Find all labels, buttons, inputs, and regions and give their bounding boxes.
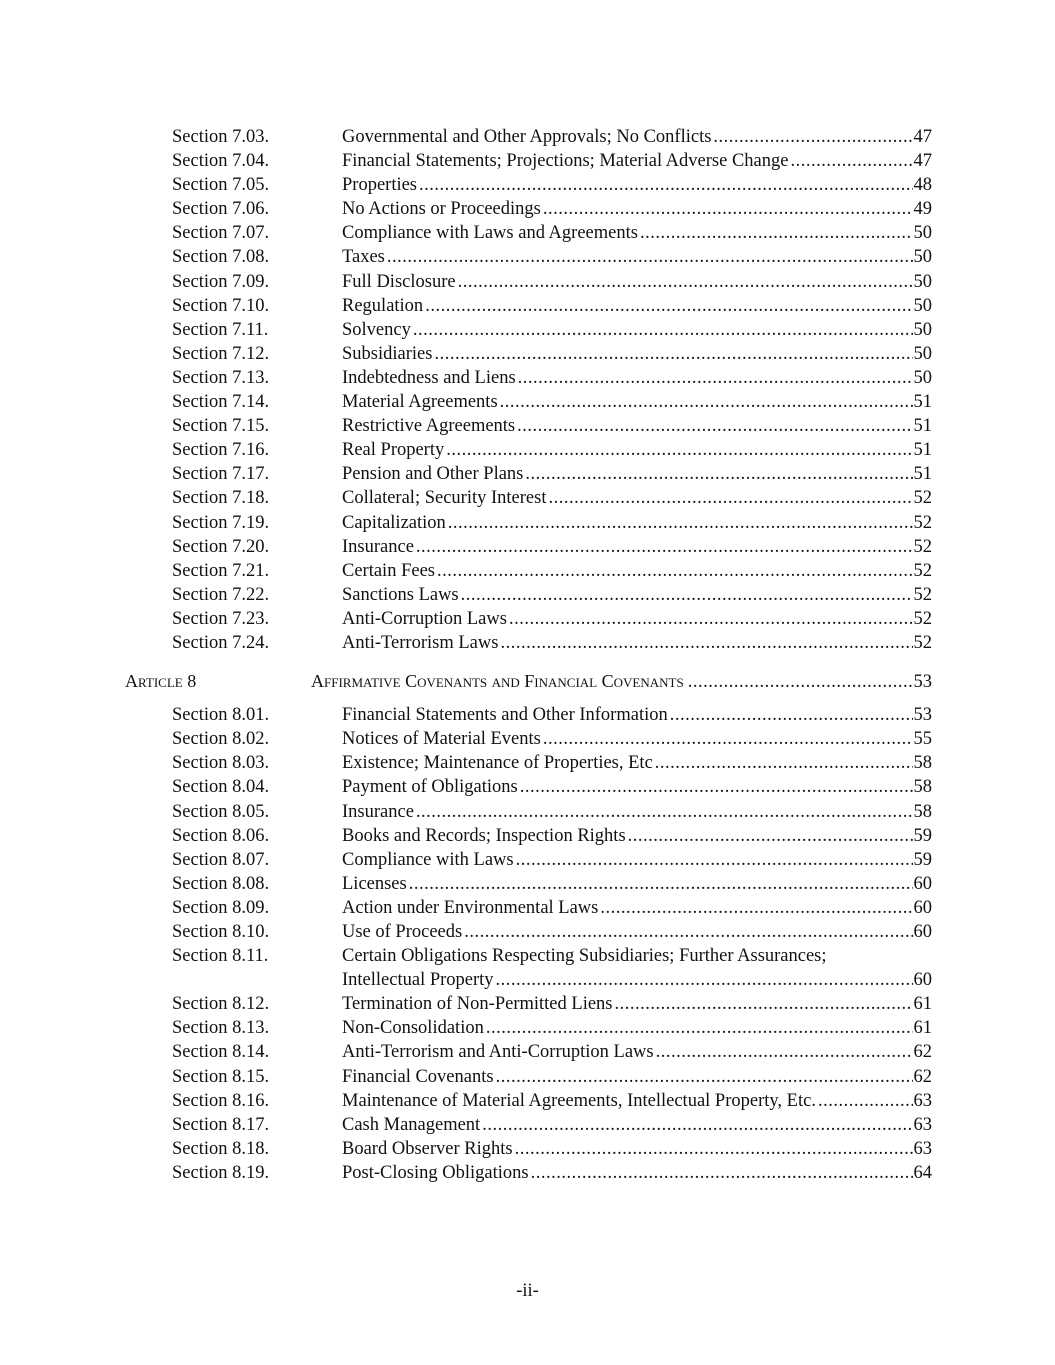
dot-leader [640,221,913,245]
section-title: Post-Closing Obligations [342,1162,529,1183]
section-number: Section 7.03. [172,127,270,147]
section-entry [342,294,932,318]
section-number: Section 8.12. [172,994,270,1015]
dot-leader [670,703,913,727]
dot-leader [500,631,912,655]
dot-leader [425,294,912,318]
dot-leader [437,559,913,583]
section-title-line1: Certain Obligations Respecting Subsidiaries; Further Assurances; [342,946,827,967]
toc-row[interactable] [0,1113,1055,1137]
section-page-number: 58 [913,777,932,798]
section-entry [342,1137,932,1161]
section-entry [342,607,932,631]
section-page-number: 52 [913,512,932,533]
dot-leader [387,245,913,269]
dot-leader [525,462,912,486]
section-entry [342,221,932,245]
toc-row[interactable] [0,125,1055,149]
section-number: Section 7.17. [172,464,270,485]
section-entry [342,727,932,751]
section-title-line2: Intellectual Property [342,970,494,991]
section-entry [342,1089,932,1113]
page-footer-number: -ii- [516,1281,539,1301]
toc-row[interactable] [0,944,1055,992]
toc-row[interactable] [0,703,1055,727]
toc-row[interactable] [0,1137,1055,1161]
dot-leader [416,535,913,559]
toc-row[interactable] [0,438,1055,462]
section-title: Financial Statements and Other Information [342,705,668,726]
section-page-number: 50 [913,343,932,364]
section-title: Insurance [342,801,414,822]
dot-leader [655,751,913,775]
dot-leader [419,173,912,197]
section-entry [342,775,932,799]
toc-row[interactable] [0,414,1055,438]
toc-row[interactable] [0,245,1055,269]
section-entry [342,992,932,1016]
section-page-number: 61 [913,1018,932,1039]
section-entry [342,751,932,775]
toc-row[interactable] [0,824,1055,848]
section-page-number: 52 [913,488,932,509]
dot-leader [543,197,913,221]
section-entry [342,462,932,486]
dot-leader [482,1113,912,1137]
section-entry [342,390,932,414]
section-title: Certain Fees [342,560,435,581]
section-title: Full Disclosure [342,271,456,292]
section-number: Section 7.10. [172,295,270,316]
toc-group-article-8-part-2 [0,992,1055,1185]
section-page-number: 51 [913,440,932,461]
dot-leader [409,872,913,896]
section-page-number: 52 [913,608,932,629]
section-number: Section 8.05. [172,801,270,822]
section-entry [342,438,932,462]
section-number: Section 8.17. [172,1114,270,1135]
section-entry [342,125,932,149]
toc-row[interactable] [0,535,1055,559]
section-number: Section 7.04. [172,151,270,172]
dot-leader [713,125,912,149]
section-page-number: 55 [913,729,932,750]
dot-leader [615,992,913,1016]
section-title: Notices of Material Events [342,729,541,750]
toc-row[interactable] [0,607,1055,631]
section-entry [342,968,932,992]
section-number: Section 7.15. [172,416,270,437]
section-page-number: 62 [913,1042,932,1063]
section-page-number: 64 [913,1162,932,1183]
dot-leader [500,390,913,414]
section-title: Existence; Maintenance of Properties, Etc [342,753,653,774]
toc-row[interactable] [0,727,1055,751]
article-label: Article 8 [125,671,197,692]
section-number: Section 7.21. [172,560,270,581]
section-number: Section 8.11. [172,946,269,967]
section-title: Real Property [342,440,445,461]
toc-row[interactable] [0,270,1055,294]
section-entry [342,197,932,221]
dot-leader [688,670,913,694]
section-number: Section 7.23. [172,608,270,629]
section-title: Anti-Terrorism Laws [342,632,499,653]
toc-row[interactable] [0,294,1055,318]
section-entry [342,173,932,197]
dot-leader [413,318,913,342]
section-number: Section 8.13. [172,1018,270,1039]
section-page-number: 59 [913,849,932,870]
section-entry [342,318,932,342]
toc-row[interactable] [0,631,1055,655]
dot-leader [486,1016,913,1040]
section-page-number: 62 [913,1066,932,1087]
section-entry [342,631,932,655]
section-entry [342,1040,932,1064]
section-number: Section 8.16. [172,1090,270,1111]
toc-row[interactable] [0,173,1055,197]
section-title: Capitalization [342,512,446,533]
section-number: Section 7.20. [172,536,270,557]
section-number: Section 7.16. [172,440,270,461]
section-entry [342,800,932,824]
dot-leader [531,1161,913,1185]
section-entry [342,486,932,510]
toc-row[interactable] [0,1016,1055,1040]
section-number: Section 8.10. [172,922,270,942]
section-page-number: 47 [913,151,932,172]
section-title: Insurance [342,536,414,557]
section-entry [342,703,932,727]
section-title: Solvency [342,319,411,340]
section-title: Financial Covenants [342,1066,494,1087]
section-number: Section 7.05. [172,175,270,196]
section-number: Section 7.24. [172,632,270,653]
toc-row[interactable] [0,1065,1055,1089]
section-number: Section 7.11. [172,319,269,340]
toc-row[interactable] [0,872,1055,896]
section-entry [342,149,932,173]
dot-leader [790,149,912,173]
section-title: Anti-Terrorism and Anti-Corruption Laws [342,1042,654,1063]
section-number: Section 8.15. [172,1066,270,1087]
section-number: Section 8.07. [172,849,270,870]
section-page-number: 63 [913,1138,932,1159]
section-page-number: 52 [913,584,932,605]
section-title: Use of Proceeds [342,922,463,942]
section-title: Restrictive Agreements [342,416,516,437]
section-page-number: 52 [913,560,932,581]
section-title: Indebtedness and Liens [342,367,516,388]
toc-row[interactable] [0,221,1055,245]
section-page-number: 50 [913,271,932,292]
toc-row[interactable] [0,1040,1055,1064]
section-number: Section 8.19. [172,1162,270,1183]
toc-row[interactable] [0,775,1055,799]
section-page-number: 52 [913,536,932,557]
section-page-number: 60 [913,970,932,991]
toc-row[interactable] [0,800,1055,824]
toc-row[interactable] [0,559,1055,583]
section-entry [342,1016,932,1040]
section-title: Financial Statements; Projections; Material Adverse Change [342,151,789,172]
section-page-number: 63 [913,1114,932,1135]
table-of-contents [0,125,1055,1185]
dot-leader [656,1040,913,1064]
section-page-number: 53 [913,705,932,726]
toc-row[interactable] [0,318,1055,342]
section-number: Section 7.22. [172,584,270,605]
toc-row[interactable] [0,992,1055,1016]
section-number: Section 8.03. [172,753,270,774]
toc-row[interactable] [0,342,1055,366]
dot-leader [496,968,913,992]
section-entry [342,920,932,944]
dot-leader [416,800,913,824]
article-title: Affirmative Covenants and Financial Covenants [311,671,684,692]
toc-row[interactable] [0,149,1055,173]
toc-group-article-8-part-1 [0,703,1055,944]
section-page-number: 63 [913,1090,932,1111]
section-number: Section 8.09. [172,897,270,918]
section-entry [342,1065,932,1089]
section-title: Action under Environmental Laws [342,897,599,918]
toc-row[interactable] [0,462,1055,486]
toc-row[interactable] [0,1161,1055,1185]
section-entry [342,1161,932,1185]
section-title: Compliance with Laws and Agreements [342,223,638,244]
section-entry [342,414,932,438]
section-title: Properties [342,175,418,196]
section-title: Taxes [342,247,385,268]
section-title: Payment of Obligations [342,777,518,798]
dot-leader [628,824,913,848]
toc-row[interactable] [0,486,1055,510]
toc-article-heading[interactable] [0,669,1055,693]
toc-row[interactable] [0,511,1055,535]
section-title: Governmental and Other Approvals; No Conflicts [342,127,712,147]
dot-leader [518,366,913,390]
dot-leader [548,486,912,510]
section-entry [342,535,932,559]
dot-leader [434,342,912,366]
dot-leader [520,775,913,799]
section-title: Books and Records; Inspection Rights [342,825,626,846]
dot-leader [516,848,913,872]
dot-leader [461,583,913,607]
section-entry [342,896,932,920]
section-page-number: 50 [913,319,932,340]
section-title: Compliance with Laws [342,849,514,870]
dot-leader [509,607,913,631]
section-page-number: 61 [913,994,932,1015]
section-page-number: 47 [913,127,932,147]
section-number: Section 7.13. [172,367,270,388]
section-number: Section 7.12. [172,343,270,364]
section-number: Section 7.09. [172,271,270,292]
section-number: Section 8.02. [172,729,270,750]
section-number: Section 8.06. [172,825,270,846]
dot-leader [496,1065,913,1089]
section-page-number: 60 [913,873,932,894]
section-page-number: 51 [913,392,932,413]
section-number: Section 8.04. [172,777,270,798]
section-entry [342,511,932,535]
section-title: Maintenance of Material Agreements, Intellectual Property, Etc. [342,1090,816,1111]
section-entry [342,824,932,848]
section-number: Section 7.06. [172,199,270,220]
section-page-number: 60 [913,922,932,942]
dot-leader [600,896,912,920]
section-title: Collateral; Security Interest [342,488,547,509]
toc-group-article-7 [0,125,1055,655]
section-title: Licenses [342,873,407,894]
section-number: Section 8.18. [172,1138,270,1159]
dot-leader [464,920,912,944]
section-title: Subsidiaries [342,343,433,364]
section-page-number: 51 [913,416,932,437]
section-entry [342,1113,932,1137]
section-title: Non-Consolidation [342,1018,484,1039]
section-page-number: 60 [913,897,932,918]
toc-row[interactable] [0,751,1055,775]
dot-leader [446,438,912,462]
section-number: Section 7.18. [172,488,270,509]
section-page-number: 50 [913,247,932,268]
toc-row[interactable] [0,920,1055,944]
section-number: Section 7.19. [172,512,270,533]
section-title: Anti-Corruption Laws [342,608,507,629]
dot-leader [458,270,913,294]
section-title: Termination of Non-Permitted Liens [342,994,613,1015]
section-entry [342,872,932,896]
section-number: Section 7.07. [172,223,270,244]
toc-row[interactable] [0,583,1055,607]
section-page-number: 51 [913,464,932,485]
section-title: Cash Management [342,1114,481,1135]
section-entry [342,366,932,390]
section-entry [342,559,932,583]
toc-row[interactable] [0,1089,1055,1113]
section-title: Pension and Other Plans [342,464,524,485]
section-page-number: 58 [913,753,932,774]
article-page-number: 53 [913,672,932,693]
section-page-number: 50 [913,295,932,316]
article-entry [311,669,932,694]
section-page-number: 59 [913,825,932,846]
section-number: Section 8.01. [172,705,270,726]
section-title: Board Observer Rights [342,1138,513,1159]
section-entry [342,848,932,872]
section-page-number: 52 [913,632,932,653]
section-page-number: 58 [913,801,932,822]
section-title: No Actions or Proceedings [342,199,541,220]
section-title: Material Agreements [342,392,498,413]
section-title: Sanctions Laws [342,584,459,605]
dot-leader [818,1089,913,1113]
section-number: Section 8.14. [172,1042,270,1063]
toc-row[interactable] [0,197,1055,221]
toc-row[interactable] [0,848,1055,872]
toc-row[interactable] [0,896,1055,920]
section-page-number: 50 [913,367,932,388]
toc-row[interactable] [0,366,1055,390]
dot-leader [543,727,913,751]
section-entry [342,342,932,366]
section-entry [342,245,932,269]
section-page-number: 48 [913,175,932,196]
dot-leader [517,414,912,438]
section-page-number: 50 [913,223,932,244]
toc-row[interactable] [0,390,1055,414]
section-number: Section 7.14. [172,392,270,413]
section-page-number: 49 [913,199,932,220]
section-entry [342,583,932,607]
dot-leader [448,511,913,535]
section-number: Section 7.08. [172,247,270,268]
section-entry [342,270,932,294]
section-number: Section 8.08. [172,873,270,894]
dot-leader [515,1137,913,1161]
section-title: Regulation [342,295,424,316]
